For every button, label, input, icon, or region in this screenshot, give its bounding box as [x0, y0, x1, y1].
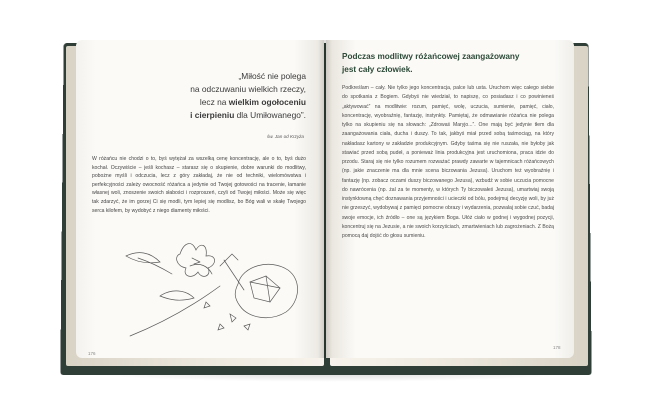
lily-and-stone-illustration	[120, 236, 310, 344]
quote-line-1: „Miłość nie polega	[238, 71, 306, 81]
quote-author: św. Jan od Krzyża	[266, 134, 304, 139]
title-line-1: Podczas modlitwy różańcowej zaangażowany	[342, 52, 520, 61]
pick-tool	[220, 254, 244, 290]
quote	[136, 70, 306, 122]
quote-line-2: na odczuwaniu wielkich rzeczy,	[190, 84, 306, 94]
page-number-left: 176	[88, 351, 96, 356]
book-gutter	[318, 40, 332, 358]
page-number-right: 178	[553, 345, 561, 350]
quote-line-4	[136, 109, 306, 122]
quote-line-4b: dla Umiłowanego”.	[234, 110, 306, 120]
title-line-2: jest cały człowiek.	[342, 64, 413, 74]
right-page-title	[342, 51, 552, 76]
quote-line-3	[136, 96, 306, 109]
quote-bold-2: i cierpieniu	[190, 110, 235, 120]
right-paragraph: Podkreślam – cały. Nie tylko jego koncentracja, palce lub usta. Uruchom więc całego siebie do spotkania z Bogiem. Gdybyś nie wiedział, to napiszę, co posiadasz i co powinieneś „aktywować” na modlitwie: rozum, pamięć, wolę, uczucia, sumienie, pamięć, ciało, koncentrację, wyobraźnię, fantazję, instynkty. Pamiętaj, że odmawianie różańca nie polega tylko na skupieniu się na słowach: „Zdrowaś Maryjo...”. One mają być jedynie tłem dla zaangażowania ciała, ducha i duszy. To tak, jakbyś miał przed sobą taśmociąg, na który nakładasz kartony w zakładzie produkcyjnym. Gdyby taśma się nie ruszała, nie byłoby jak stawiać przed sobą pudeł, a ponieważ linia produkcyjna jest uruchomiona, praca idzie do przodu. Staraj się nie tylko rozumem rozważać prawdy zawarte w tajemnicach różańcowych (np. jakie znaczenie ma dla mnie scena biczowania Jezusa). Uruchom też wyobraźnię i fantazję (np. zobacz oczami duszy biczowanego Jezusa), wzbudź w sobie uczucia pomocne do nawrócenia (np. żal za te momenty, w których Ty biczowałeś Jezusa), umartwiaj swoją instynktowną chęć doznawania przyjemności i ucieczki od bólu, podejmuj decyzję woli, by już nie grzeszyć, wydobywaj z pamięci pomocne obrazy i wydarzenia, pozwalaj sobie czuć, badaj swoje emocje, ich źródło – one są językiem Boga. Ułóż ciało w godnej i wygodnej pozycji, koncentruj się na Jezusie, a nie swoich korzyściach, zmartwieniach lub zagrożeniach. Z Bożą pomocą daj dojść do głosu sumieniu.	[342, 85, 554, 239]
left-body-text	[92, 155, 306, 215]
lily-stem	[130, 286, 220, 336]
right-body-text	[342, 84, 554, 241]
quote-line-3a: lecz na	[199, 97, 229, 107]
stone	[235, 264, 297, 317]
left-paragraph: W różańcu nie chodzi o to, byś wytężał za wszelką cenę koncentrację, ale o to, byś dużo kochał. Oczywiście – jeśli kochasz – starasz się o skupienie, dobre warunki do modlitwy, pobożne myśli i odczucia, lecz z góry zakładaj, że nie od techniki, wielomówstwa i perfekcyjności zależy owocność różańca a jedynie od Twojej gotowości na tracenie, łamanie własnej woli, znoszenie swoich słabości i rozproszeń, czyli od Twojej miłości. Może się więc tak zdarzyć, że im gorzej Ci się modli, tym lepiej się modlisz, bo Bóg wali w skałę Twojego serca kilofem, by wydobyć z niego diamenty miłości.	[92, 156, 306, 214]
quote-bold-1: wielkim ogołoceniu	[228, 97, 306, 107]
